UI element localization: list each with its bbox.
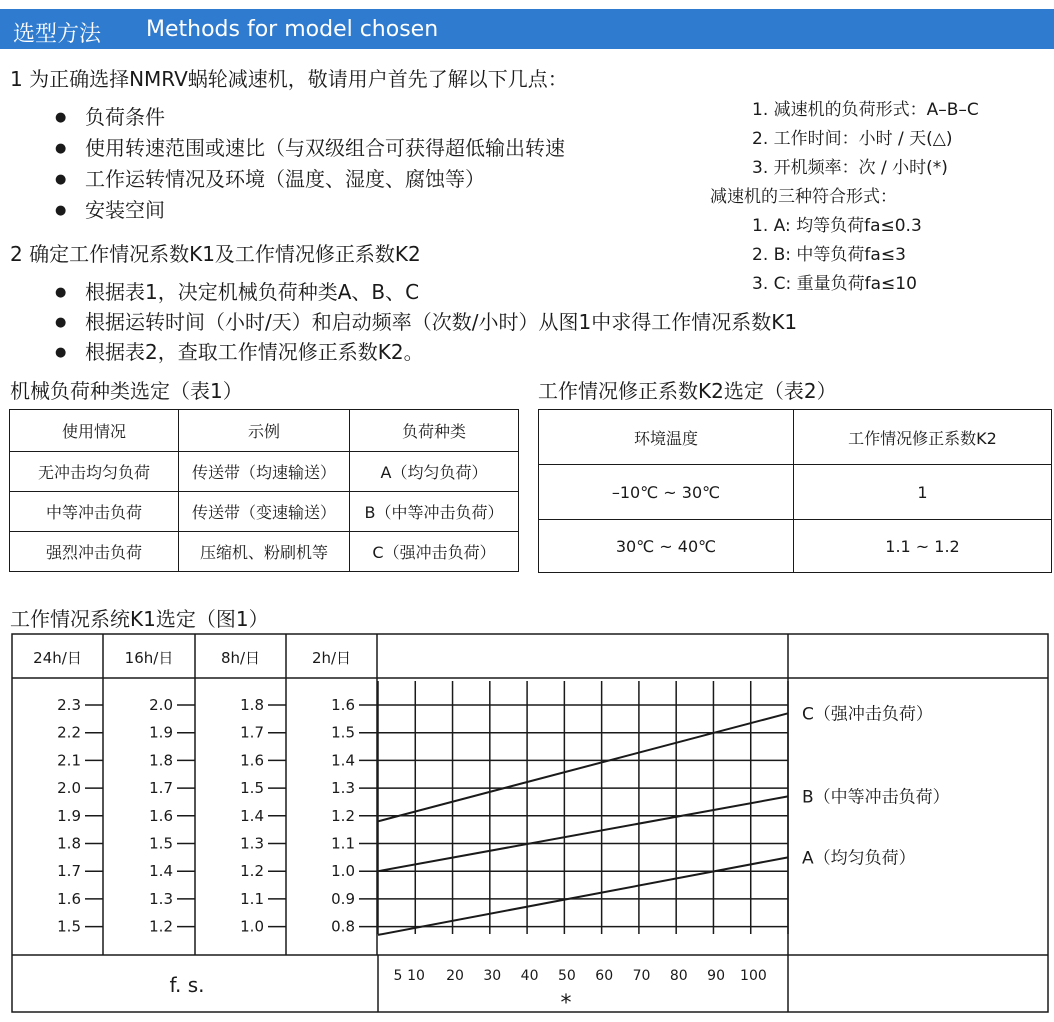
x-tick-label: 30: [483, 968, 502, 984]
k1-chart: [0, 630, 1054, 1020]
x-tick-label: 90: [707, 968, 726, 984]
x-marker: *: [560, 991, 572, 1016]
tick-label: 1.9: [149, 723, 173, 742]
right-note-item: 1. 减速机的负荷形式：A–B–C: [752, 100, 979, 120]
tick-label: 2.0: [149, 696, 173, 714]
series-label: B（中等冲击负荷）: [802, 787, 950, 808]
tick-label: 1.1: [331, 834, 355, 853]
tick-label: 2.2: [57, 723, 81, 742]
column-header: 24h/日: [33, 649, 82, 667]
tick-label: 1.8: [57, 834, 81, 853]
table2-header: 工作情况修正系数K2: [794, 410, 1052, 465]
right-forms-title: 减速机的三种符合形式：: [710, 187, 897, 207]
table1-cell: A（均匀负荷）: [350, 452, 519, 492]
header-title-cn: 选型方法: [13, 22, 102, 47]
x-tick-label: 5: [393, 968, 403, 984]
table2-header: 环境温度: [539, 410, 794, 465]
series-line: [378, 857, 788, 935]
tick-label: 1.2: [240, 862, 264, 881]
tick-label: 0.9: [331, 889, 355, 908]
table1-cell: C（强冲击负荷）: [350, 532, 519, 572]
tick-label: 1.8: [240, 696, 264, 714]
tick-label: 1.4: [240, 806, 264, 825]
table2-cell: –10℃ ~ 30℃: [539, 465, 794, 520]
tick-label: 1.2: [331, 806, 355, 825]
series-label: A（均匀负荷）: [802, 848, 916, 869]
section2-bullet: ● 根据表2，查取工作情况修正系数K2。: [55, 336, 424, 365]
series-line: [378, 713, 788, 821]
section2-bullet: ● 根据表1，决定机械负荷种类A、B、C: [55, 276, 419, 305]
x-tick-label: 100: [740, 968, 767, 984]
tick-label: 1.3: [240, 834, 264, 853]
right-form-item: 3. C: 重量负荷fa≤10: [752, 274, 917, 294]
table2-caption: 工作情况修正系数K2选定（表2）: [538, 379, 837, 403]
table1-cell: 压缩机、粉刷机等: [179, 532, 350, 572]
x-tick-label: 70: [632, 968, 651, 984]
tick-label: 1.8: [149, 751, 173, 770]
tick-label: 1.2: [149, 917, 173, 936]
right-form-item: 2. B: 中等负荷fa≤3: [752, 245, 906, 265]
tick-label: 1.3: [149, 889, 173, 908]
table1-caption: 机械负荷种类选定（表1）: [10, 379, 243, 403]
series-label: C（强冲击负荷）: [802, 704, 933, 725]
tick-label: 1.7: [240, 723, 264, 742]
section1-bullet: ● 负荷条件: [55, 101, 165, 130]
tick-label: 1.1: [240, 889, 264, 908]
table1-cell: 无冲击均匀负荷: [10, 452, 179, 492]
section2-bullet: ● 根据运转时间（小时/天）和启动频率（次数/小时）从图1中求得工作情况系数K1: [55, 306, 797, 335]
table1-header: 示例: [179, 410, 350, 452]
table-row: [539, 520, 1052, 573]
tick-label: 1.4: [331, 751, 355, 770]
right-note-item: 3. 开机频率：次 / 小时(*): [752, 158, 948, 178]
section1-bullet: ● 工作运转情况及环境（温度、湿度、腐蚀等）: [55, 163, 485, 192]
tick-label: 1.0: [240, 917, 264, 936]
right-note-item: 2. 工作时间：小时 / 天(△): [752, 129, 953, 149]
tick-label: 1.6: [331, 696, 355, 714]
header-title-en: Methods for model chosen: [146, 17, 439, 42]
section1-bullet: ● 安装空间: [55, 194, 165, 223]
tick-label: 1.9: [57, 806, 81, 825]
x-tick-label: 20: [446, 968, 464, 984]
column-header: 2h/日: [311, 649, 352, 667]
table-row: [10, 532, 519, 572]
table2-cell: 30℃ ~ 40℃: [539, 520, 794, 573]
table2-cell: 1: [794, 465, 1052, 520]
table1-cell: B（中等冲击负荷）: [350, 492, 519, 532]
tick-label: 1.0: [331, 862, 355, 881]
tick-label: 1.6: [57, 889, 81, 908]
section1-bullet: ● 使用转速范围或速比（与双级组合可获得超低输出转速: [55, 132, 565, 161]
series-line: [378, 796, 788, 871]
table1-cell: 强烈冲击负荷: [10, 532, 179, 572]
section2-heading: 2 确定工作情况系数K1及工作情况修正系数K2: [10, 242, 421, 266]
table-row: [10, 452, 519, 492]
table2-header-row: [539, 410, 1052, 465]
tick-label: 1.7: [57, 862, 81, 881]
x-tick-label: 10: [407, 968, 425, 984]
section1-heading: 1 为正确选择NMRV蜗轮减速机，敬请用户首先了解以下几点：: [10, 67, 568, 91]
header-banner: [0, 9, 1054, 49]
x-tick-label: 50: [557, 968, 576, 984]
table1-cell: 中等冲击负荷: [10, 492, 179, 532]
tick-label: 2.1: [57, 751, 81, 770]
column-header: 8h/日: [220, 649, 261, 667]
tick-label: 1.5: [149, 834, 173, 853]
table1-header-row: [10, 410, 519, 452]
tick-label: 2.0: [57, 779, 81, 798]
right-form-item: 1. A: 均等负荷fa≤0.3: [752, 216, 922, 236]
tick-label: 1.6: [149, 806, 173, 825]
tick-label: 1.6: [240, 751, 264, 770]
table-row: [539, 465, 1052, 520]
table-row: [10, 492, 519, 532]
table1-cell: 传送带（变速输送）: [179, 492, 350, 532]
x-tick-label: 80: [669, 968, 688, 984]
x-axis-label: f. s.: [169, 973, 205, 997]
tick-label: 1.7: [149, 779, 173, 798]
tick-label: 0.8: [331, 917, 355, 936]
tick-label: 1.5: [331, 723, 355, 742]
table2: [538, 409, 1052, 573]
column-header: 16h/日: [124, 649, 174, 667]
chart-title: 工作情况系统K1选定（图1）: [10, 607, 269, 631]
tick-label: 1.5: [240, 779, 264, 798]
x-tick-label: 40: [520, 968, 539, 984]
table1-cell: 传送带（均速输送）: [179, 452, 350, 492]
tick-label: 1.5: [57, 917, 81, 936]
table1: [9, 409, 519, 572]
tick-label: 1.3: [331, 779, 355, 798]
table2-cell: 1.1 ~ 1.2: [794, 520, 1052, 573]
table1-header: 负荷种类: [350, 410, 519, 452]
tick-label: 2.3: [57, 696, 81, 714]
table1-header: 使用情况: [10, 410, 179, 452]
tick-label: 1.4: [149, 862, 173, 881]
x-tick-label: 60: [595, 968, 614, 984]
